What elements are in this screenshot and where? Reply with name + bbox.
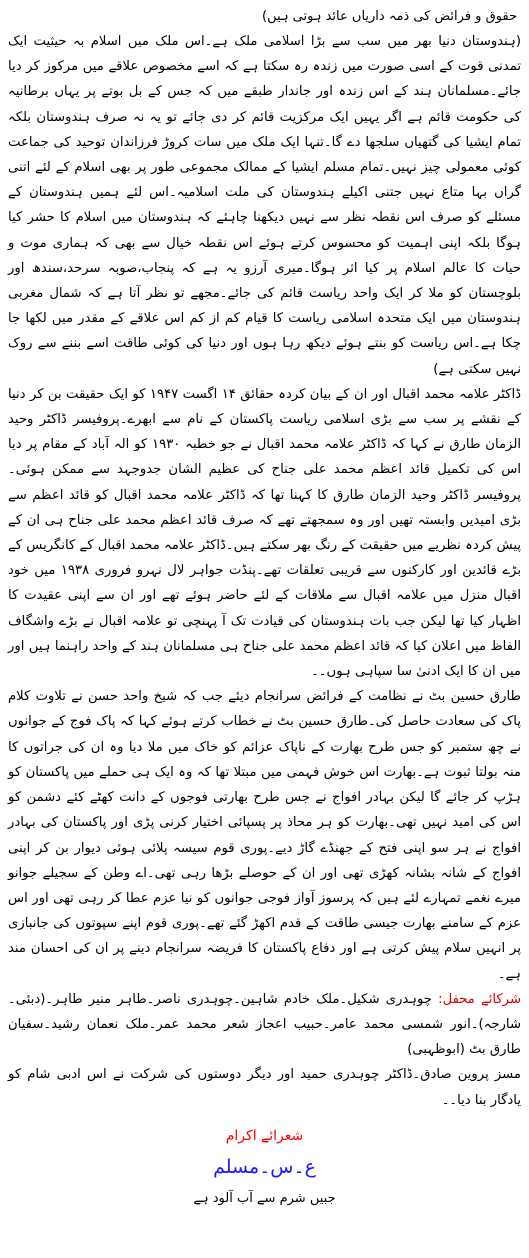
poet-name: ع۔س۔مسلم	[213, 1155, 316, 1178]
closing-paragraph: مسز پروین صادق۔ڈاکٹر چوہدری حمید اور دیگر دوستوں کی شرکت نے اس ادبی شام کو یادگار بنا دیا۔۔	[8, 1067, 521, 1108]
article-heading: حقوق و فرائض کی ذمہ داریاں عائد ہوتی ہیں)	[262, 9, 517, 24]
verse-line: جبیں شرم سے آب آلود ہے	[193, 1190, 336, 1206]
poets-heading: شعرائے اکرام	[225, 1127, 304, 1144]
guests-label: شرکائے محفل:	[438, 991, 522, 1007]
guests-paragraph	[8, 987, 521, 1063]
speech-paragraph: طارق حسین بٹ نے نظامت کے فرائض سرانجام دیئے جب کہ شیخ واحد حسن نے تلاوت کلام پاک کی سعادت حاصل کی۔طارق حسین بٹ نے خطاب کرتے ہوئے کہا کہ پاک فوج کے جوانوں نے چھ ستمبر کو جس طرح بھارت کے ناپاک عزائم کو خاک میں ملا دیا وہ ان کی جراتوں کا منہ بولتا ثبوت ہے۔بھارت اس خوش فہمی میں مبتلا تھا کہ وہ ایک ہی حملے میں پاکستان کو ہڑپ کر جائے گا لیکن بہادر افواج نے جس طرح بھارتی فوجوں کے دانت کھٹے کئے دشمن کو اس کی امید نہیں تھی۔بھارت کو ہر محاذ پر پسپائی اختیار کرنی پڑی اور پاکستان کی بہادر افواج نے ہر سو اپنی فتح کے جھنڈے گاڑ دیے۔پوری قوم سیسہ پلائی ہوئی دیوار بن کر اپنی افواج کے شانہ بشانہ کھڑی تھی اور ان کے حوصلے بڑھا رہی تھی۔اے وطن کے سجیلے جوانو میرے نغمے تمہارے لئے ہیں کہ پرسوز آواز فوجی جوانوں کو نیا عزم عطا کر رہی تھی اور اس عزم کے سامنے بھارت جیسی طاقت کے قدم اکھڑ گئے تھے۔پوری قوم اپنے سپوتوں کی جانبازی پر انہیں سلام پیش کرتی ہے اور دفاع پاکستان کا فریضہ سرانجام دینے پر ان کی احسان مند ہے۔	[8, 689, 521, 982]
guests-list: چوہدری شکیل۔ملک خادم شاہین۔چوہدری ناصر۔طاہر منیر طاہر۔(دبئی۔شارجہ)۔انور شمسی محمد عامر۔حبیب اعجاز شعر محمد عمر۔ملک نعمان رشید۔سفیان طارق بٹ (ابوظہبی)	[8, 991, 521, 1058]
quote-paragraph: (ہندوستان دنیا بھر میں سب سے بڑا اسلامی ملک ہے۔اس ملک میں اسلام بہ حیثیت ایک تمدنی قوت کے اسی صورت میں زندہ رہ سکتا ہے کہ اسے مخصوص علاقے میں مرکوز کر دیا جائے۔مسلمانان ہند کے اس زندہ اور جاندار طبقے میں کہ جس کے بل بوتے پر یہاں برطانیہ کی حکومت قائم ہے اگر یہیں ایک مرکزیت قائم کر دی جائے تو یہ نہ صرف ہندوستان بلکہ تمام ایشیا کی گتھیاں سلجھا دے گا۔تنہا ایک ملک میں سات کروڑ فرزاندان توحید کی جماعت کوئی معمولی چیز نہیں۔تمام مسلم ایشیا کے ممالک مجموعی طور پر بھی اسلام کے لئے اتنی گراں بہا متاع نہیں جتنی اکیلے ہندوستان کی ملت اسلامیہ۔اس لئے ہمیں ہندوستان کے مسئلے کو صرف اس نقطہ نظر سے نہیں دیکھنا چاہئے کہ ہندوستان میں اسلام کا حشر کیا ہوگا بلکہ اپنی اہمیت کو محسوس کرتے ہوئے اس نقطہ خیال سے بھی کہ ہماری موت و حیات کا عالم اسلام پر کیا اثر ہوگا۔میری آرزو یہ ہے کہ پنجاب،صوبہ سرحد،سندھ اور بلوچستان کو ملا کر ایک واحد ریاست قائم کی جائے۔مجھے تو نظر آتا ہے کہ شمال مغربی ہندوستان میں ایک متحدہ اسلامی ریاست کا قیام کم از کم اس علاقے کے مقدر میں لکھا جا چکا ہے۔اس ریاست کو بنتے ہوئے دیکھ رہا ہوں اور دنیا کی کوئی طاقت اسے بننے سے روک نہیں سکتی ہے)	[8, 34, 521, 377]
history-paragraph: ڈاکٹر علامہ محمد اقبال اور ان کے بیان کردہ حقائق ۱۴ اگست ۱۹۴۷ کو ایک حقیقت بن کر دنیا کے نقشے پر سب سے بڑی اسلامی ریاست پاکستان کے نام سے ابھرے۔پروفیسر ڈاکٹر وحید الزمان طارق نے کہا کہ ڈاکٹر علامہ محمد اقبال نے جو خطبہ ۱۹۳۰ کو الہ آباد کے مقام پر دیا اس کی تکمیل قائد اعظم محمد علی جناح کی عظیم الشان جدوجہد سے ممکن ہوئی۔پروفیسر ڈاکٹر وحید الزمان طارق کا کہنا تھا کہ ڈاکٹر علامہ محمد اقبال کو قائد اعظم سے بڑی امیدیں وابستہ تھیں اور وہ سمجھتے تھے کہ صرف قائد اعظم محمد علی جناح ہی ان کے پیش کردہ نظریے میں حقیقت کے رنگ بھر سکتے ہیں۔ڈاکٹر علامہ محمد اقبال کے کانگریس کے بڑے قائدین اور کارکنوں سے قریبی تعلقات تھے۔پنڈت جواہر لال نہرو فروری ۱۹۳۸ میں خود اقبال منزل میں علامہ اقبال سے ملاقات کے لئے حاضر ہوئے تھے اور ان سے اپنی عقیدت کا اظہار کیا تھا لیکن جب بات ہندوستان کی قیادت تک آ پہنچی تو علامہ اقبال نے بڑے واشگاف الفاظ میں اعلان کیا کہ قائد اعظم محمد علی جناح ہی مسلمانان ہند کے واحد راہنما ہیں اور میں ان کا ایک ادنیٰ سا سپاہی ہوں۔۔	[8, 386, 522, 680]
